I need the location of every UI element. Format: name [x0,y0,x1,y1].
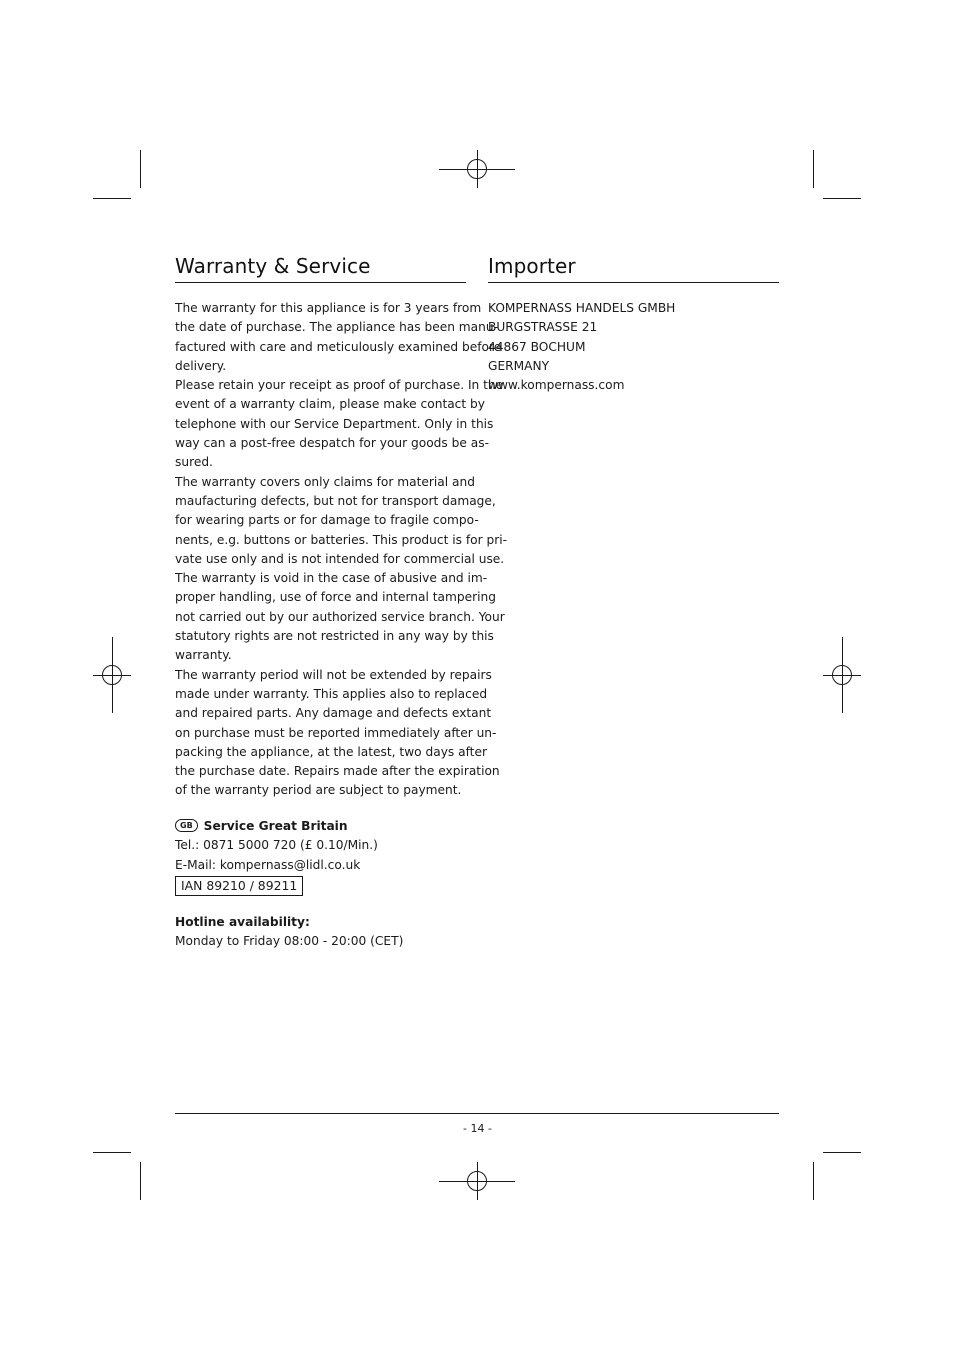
body-line: warranty. [175,648,232,663]
body-line: sured. [175,455,213,470]
body-line: way can a post-free despatch for your goods be as- [175,436,489,451]
hotline-block [175,913,475,952]
body-line: for wearing parts or for damage to fragile compo- [175,513,479,528]
importer-website: www.kompernass.com [488,378,625,393]
body-line: The warranty period will not be extended by repairs [175,667,492,682]
body-line: vate use only and is not intended for commercial use. [175,551,505,566]
body-line: made under warranty. This applies also to replaced [175,686,488,701]
body-line: the purchase date. Repairs made after the expiration [175,764,500,779]
importer-title: Importer [488,254,576,278]
body-line: not carried out by our authorized service branch. Your [175,609,505,624]
body-line: The warranty is void in the case of abusive and im- [175,571,488,586]
body-line: maufacturing defects, but not for transport damage, [175,493,496,508]
importer-address [488,299,779,395]
body-line: the date of purchase. The appliance has been manu- [175,320,498,335]
service-block [175,817,475,896]
body-line: and repaired parts. Any damage and defects extant [175,706,492,721]
body-line: Please retain your receipt as proof of purchase. In the [175,378,504,393]
body-line: packing the appliance, at the latest, two days after [175,744,487,759]
body-line: proper handling, use of force and internal tampering [175,590,496,605]
service-phone: Tel.: 0871 5000 720 (£ 0.10/Min.) [175,838,378,853]
body-line: statutory rights are not restricted in any way by this [175,629,494,644]
address-line: 44867 BOCHUM [488,339,586,354]
ian-number-box: IAN 89210 / 89211 [175,876,303,896]
warranty-body [175,299,507,801]
body-line: factured with care and meticulously examined before [175,339,502,354]
page-number: - 14 - [463,1122,492,1135]
body-line: The warranty for this appliance is for 3 years from [175,301,482,315]
body-line: event of a warranty claim, please make contact by [175,397,485,412]
body-line: The warranty covers only claims for material and [175,474,475,489]
title-rule [488,282,779,283]
body-line: nents, e.g. buttons or batteries. This product is for pri- [175,532,507,547]
body-line: telephone with our Service Department. Only in this [175,416,494,431]
title-rule [175,282,466,283]
body-line: delivery. [175,358,227,373]
gb-country-badge: GB [175,819,198,832]
address-line: KOMPERNASS HANDELS GMBH [488,301,676,315]
address-line: GERMANY [488,358,550,373]
hotline-heading: Hotline availability: [175,915,310,929]
warranty-title: Warranty & Service [175,254,371,278]
body-line: of the warranty period are subject to payment. [175,783,462,798]
service-email: E-Mail: kompernass@lidl.co.uk [175,857,361,872]
body-line: on purchase must be reported immediately after un- [175,725,497,740]
service-heading: Service Great Britain [203,819,348,833]
hotline-hours: Monday to Friday 08:00 - 20:00 (CET) [175,934,404,949]
footer-rule [175,1113,779,1114]
address-line: BURGSTRASSE 21 [488,320,598,335]
